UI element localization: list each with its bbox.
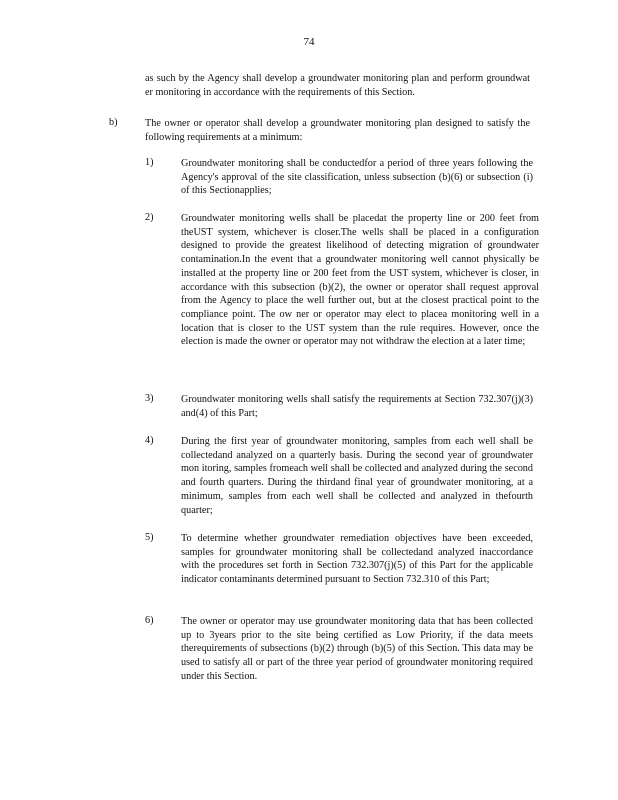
item-4-number: 4): [145, 435, 154, 446]
item-5-number: 5): [145, 532, 154, 543]
page-number: 74: [303, 36, 315, 48]
item-1-number: 1): [145, 157, 154, 168]
item-3-text: Groundwater monitoring wells shall satisfy the requirements at Section 732.307(j)(3) and(4) of this Part;: [181, 394, 533, 419]
item-2-text: Groundwater monitoring wells shall be placedat the property line or 200 feet from theUST system, whichever is closer.The wells shall be placed in a configuration designed to provide the greatest likelihood of detecting migration of groundwater contamination.In the event that a groundwater monitoring well cannot physically be installed at the property line or 200 feet from the UST system, whichever is closer, in accordance with this subsection (b)(2), the owner or operator shall request approval from the Agency to place the well further out, but at the closest practical point to the compliance point. The ow ner or operator may elect to placea monitoring well in a location that is closer to the UST system than the rule requires. However, once the election is made the owner or operator may not withdraw the election at a later time;: [181, 213, 539, 348]
item-5-text: To determine whether groundwater remediation objectives have been exceeded, samples for groundwater monitoring shall be collectedand analyzed inaccordance with the procedures set forth in Section 732.307(j)(5) of this Part for the applicable indicator contaminants determined pursuant to Section 732.310 of this Part;: [181, 533, 533, 586]
item-2-number: 2): [145, 212, 154, 223]
intro-paragraph: as such by the Agency shall develop a groundwater monitoring plan and perform groundwat er monitoring in accordance with the requirements of this Section.: [145, 73, 530, 98]
item-3-number: 3): [145, 393, 154, 404]
subsection-b-label: b): [109, 117, 118, 128]
item-1-text: Groundwater monitoring shall be conductedfor a period of three years following the Agency's approval of the site classification, unless subsection (b)(6) or subsection (i) of this Sectionapplies;: [181, 158, 533, 197]
item-4-text: During the first year of groundwater monitoring, samples from each well shall be collectedand analyzed on a quarterly basis. During the second year of groundwater mon itoring, samples fromeach well shall be collected and analyzed during the second and fourth quarters. During the thirdand final year of groundwater monitoring, at a minimum, samples from each well shall be collected and analyzed in thefourth quarter;: [181, 436, 533, 516]
item-6-text: The owner or operator may use groundwater monitoring data that has been collected up to 3years prior to the site being certified as Low Priority, if the data meets therequirements of subsections (b)(2) through (b)(5) of this Section. This data may be used to satisfy all or part of the three year period of groundwater monitoring required under this Section.: [181, 616, 533, 682]
item-6-number: 6): [145, 615, 154, 626]
subsection-b-text: The owner or operator shall develop a groundwater monitoring plan designed to satisfy the following requirements at a minimum:: [145, 118, 530, 143]
